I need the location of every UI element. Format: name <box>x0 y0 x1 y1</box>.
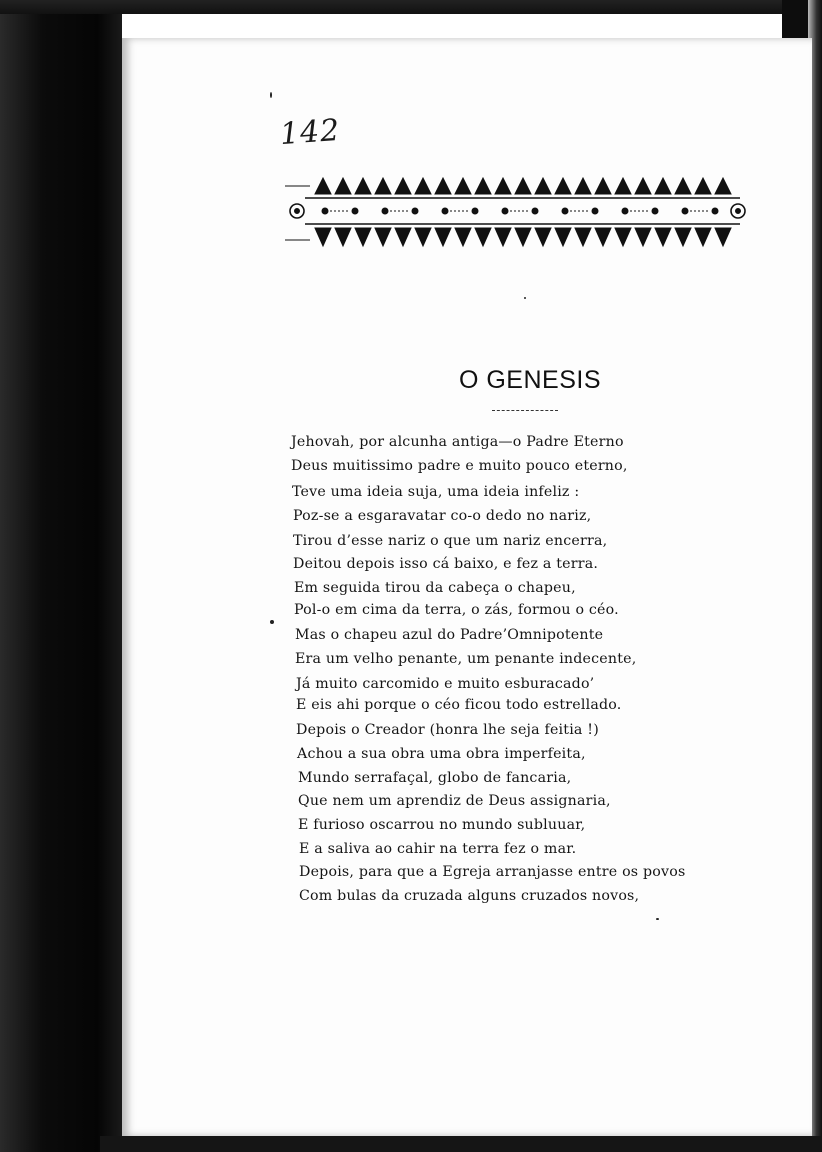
scan-edge-bottom <box>100 1136 822 1152</box>
verse-line: Depois o Creador (honra lhe seja feitia !) <box>296 722 599 738</box>
title-divider <box>492 410 558 411</box>
verse-line: Teve uma ideia suja, uma ideia infeliz : <box>292 484 580 500</box>
handwritten-page-number: 142 <box>278 112 342 153</box>
scan-edge-top <box>0 0 822 14</box>
verse-line: Depois, para que a Egreja arranjasse entre os povos <box>299 864 686 880</box>
verse-line: Era um velho penante, um penante indecente, <box>295 651 637 667</box>
verse-line: Mundo serrafaçal, globo de fancaria, <box>298 770 572 786</box>
verse-line: Pol-o em cima da terra, o zás, formou o céo. <box>294 602 619 618</box>
verse-line: Com bulas da cruzada alguns cruzados novos, <box>299 888 640 904</box>
scan-speck <box>656 918 659 920</box>
verse-line: Achou a sua obra uma obra imperfeita, <box>297 746 586 762</box>
verse-line: Em seguida tirou da cabeça o chapeu, <box>294 580 576 596</box>
verse-line: Já muito carcomido e muito esburacado’ <box>296 676 595 692</box>
scan-speck <box>524 297 526 299</box>
verse-line: Deitou depois isso cá baixo, e fez a terra. <box>293 556 599 572</box>
verse-line: Deus muitissimo padre e muito pouco eterno, <box>291 458 628 474</box>
poem-title: O GENESIS <box>458 366 602 394</box>
verse-line: Poz-se a esgaravatar co-o dedo no nariz, <box>293 508 592 524</box>
decorative-header-ornament <box>285 170 750 254</box>
verse-line: Que nem um aprendiz de Deus assignaria, <box>298 793 611 809</box>
scan-speck <box>270 92 272 98</box>
verse-line: Tirou d’esse nariz o que um nariz encerra, <box>293 533 608 549</box>
scan-binding-shadow <box>0 0 122 1152</box>
scan-speck <box>270 620 274 624</box>
verse-line: E a saliva ao cahir na terra fez o mar. <box>299 841 577 857</box>
verse-line: Jehovah, por alcunha antiga—o Padre Eterno <box>291 434 624 450</box>
verse-line: E eis ahi porque o céo ficou todo estrellado. <box>296 697 622 713</box>
verse-line: Mas o chapeu azul do Padre’Omnipotente <box>295 627 604 643</box>
verse-line: E furioso oscarrou no mundo subluuar, <box>298 817 586 833</box>
